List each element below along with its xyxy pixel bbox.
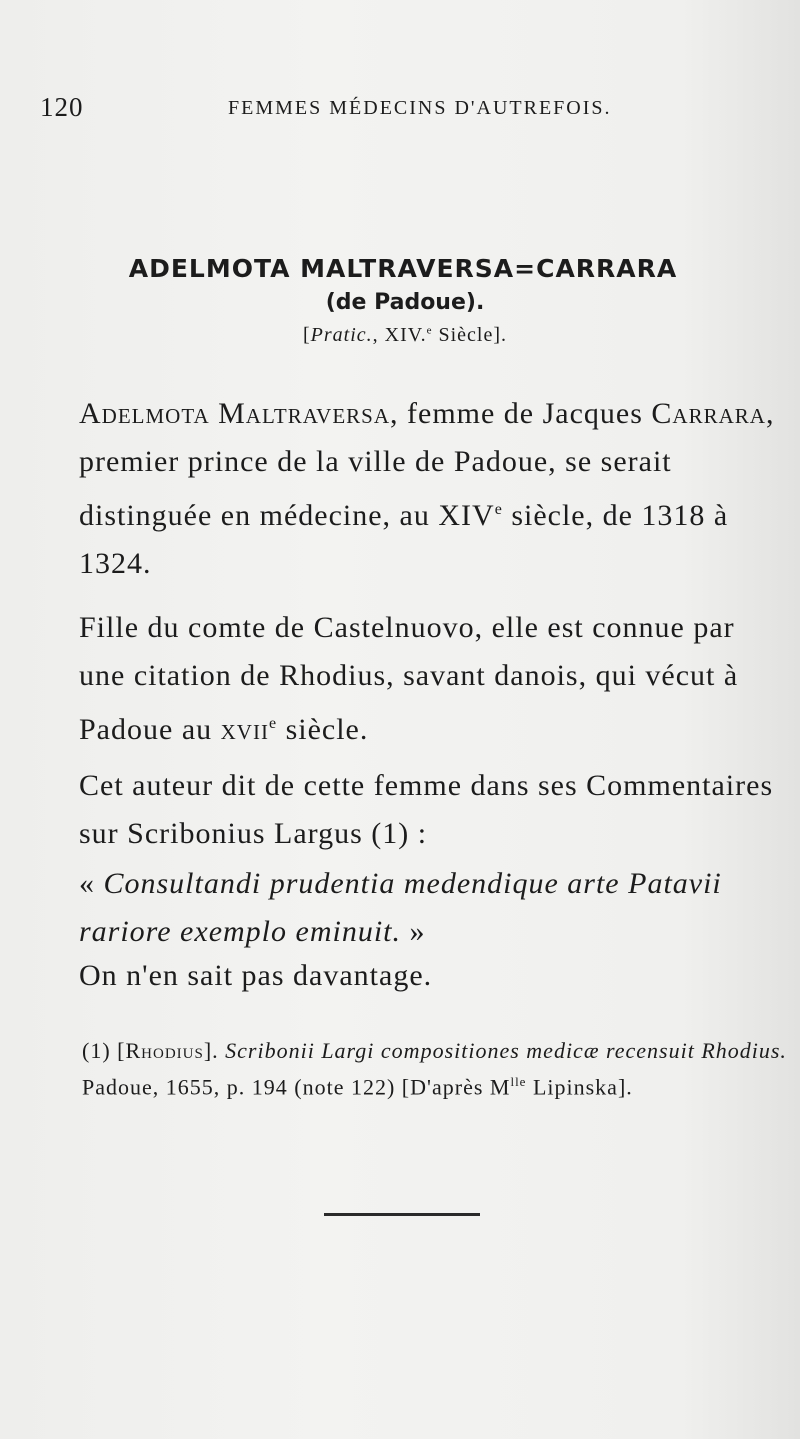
entry-title: ADELMOTA MALTRAVERSA=CARRARA [128, 254, 678, 283]
entry-subtitle: (de Padoue). [325, 290, 485, 315]
end-rule [324, 1213, 480, 1216]
entry-classification: [Pratic., XIV.$^e$ Siècle]. [302, 324, 508, 346]
latin-quote: « Consultandi prudentia medendique arte Patavii rariore exemplo eminuit. » [79, 867, 722, 948]
paragraph-origin: Fille du comte de Castelnuovo, elle est connue par une citation de Rhodius, savant danois, qui vécut à Padoue au xvii$^e$ siècle. [79, 611, 739, 746]
paragraph-citation: Cet auteur dit de cette femme dans ses Commentaires sur Scribonius Largus (1) : [79, 769, 774, 850]
entry-heading [0, 252, 800, 347]
paragraph-intro: Adelmota Maltraversa, femme de Jacques Carrara, premier prince de la ville de Padoue, se serait distinguée en médecine, au XIVe siècle, de 1318 à 1324. [79, 397, 775, 580]
page-number: 120 [40, 92, 84, 122]
running-title: FEMMES MÉDECINS D'AUTREFOIS. [228, 97, 612, 119]
paragraph-closing: On n'en sait pas davantage. [79, 959, 433, 992]
footnote: (1) [Rhodius]. Scribonii Largi compositiones medicæ recensuit Rhodius. Padoue, 1655, p. 194 (note 122) [D'après $M^{lle}$ Lipinska]. [82, 1038, 787, 1100]
page-header [40, 92, 760, 132]
